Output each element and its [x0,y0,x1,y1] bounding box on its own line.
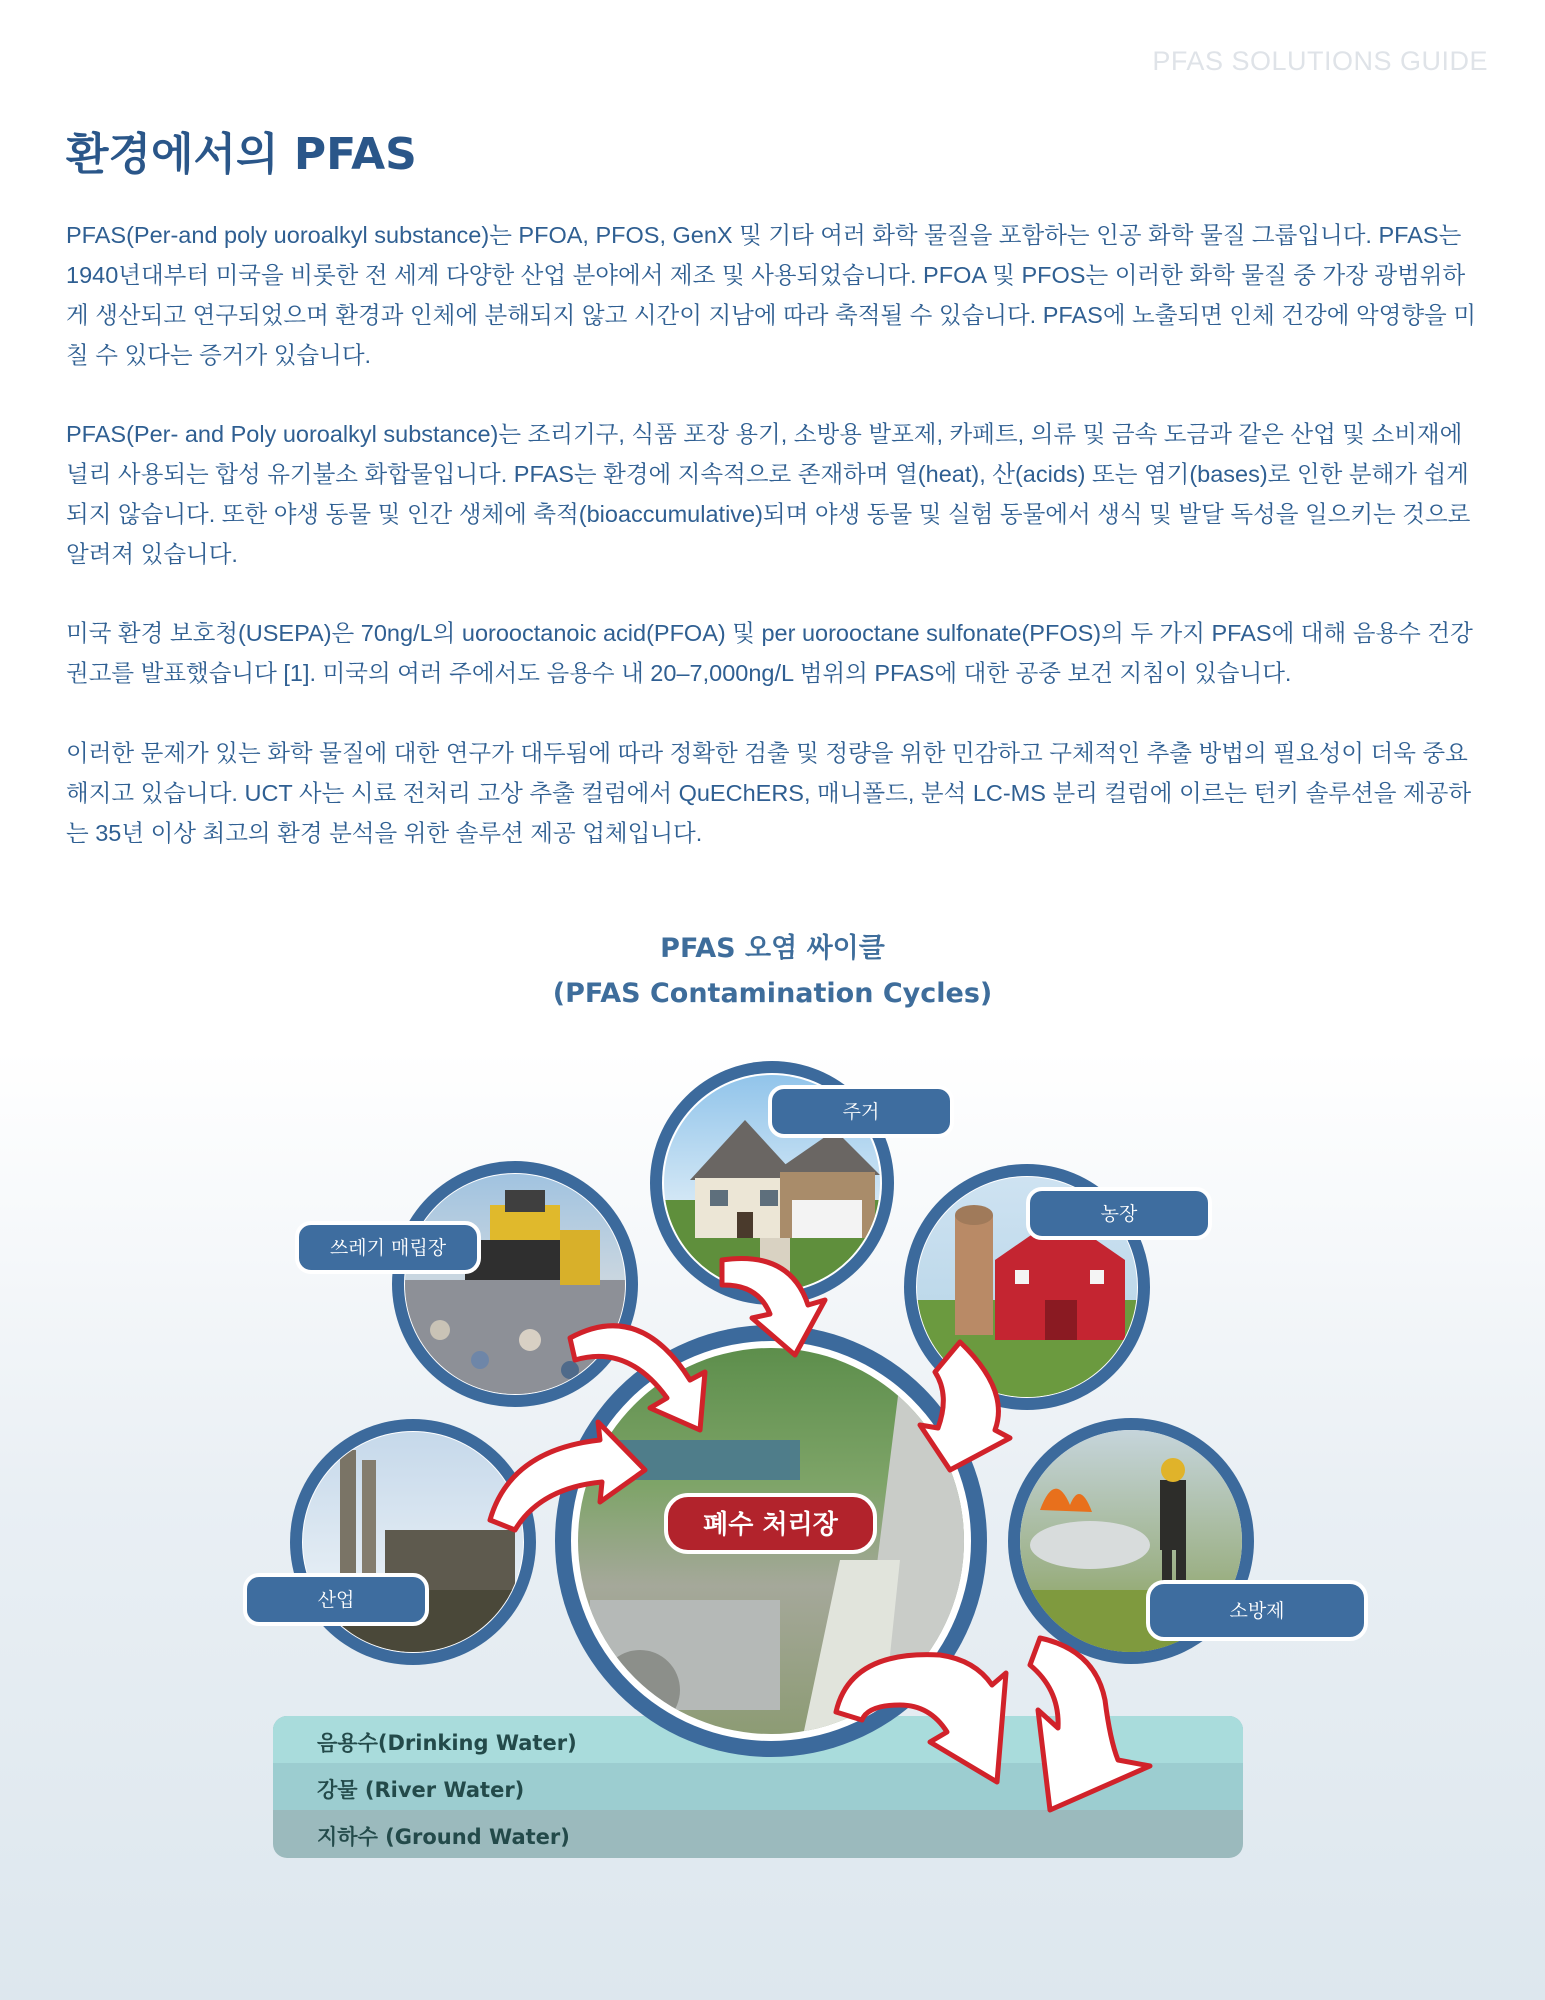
firefighting-label [1148,1582,1366,1639]
page-title: 환경에서의 PFAS [66,129,417,180]
svg-text:주거: 주거 [842,1101,880,1123]
ground-water-label: 지하수 (Ground Water) [317,1825,570,1849]
river-water-label: 강물 (River Water) [317,1778,525,1802]
svg-text:농장: 농장 [1100,1203,1138,1225]
paragraph-usage: PFAS(Per- and Poly uoroalkyl substance)는 조리기구, 식품 포장 용기, 소방용 발포제, 카페트, 의류 및 금속 도금과 같은 산업 및 소비재에 널리 사용되는 합성 유기불소 화합물입니다. PFAS는 환경에 지속적으로 존재하며 열(heat), 산(acids) 또는 염기(bases)로 인한 분해가 쉽게 되지 않습니다. 또한 야생 동물 및 인간 생체에 축적(bioaccumulative)되며 야생 동물 및 실험 동물에서 생식 및 발달 독성을 일으키는 것으로 알려져 있습니다. [66,421,1471,567]
paragraph-uct: 이러한 문제가 있는 화학 물질에 대한 연구가 대두됨에 따라 정확한 검출 및 정량을 위한 민감하고 구체적인 추출 방법의 필요성이 더욱 중요해지고 있습니다. UCT 사는 시료 전처리 고상 추출 컬럼에서 QuEChERS, 매니폴드, 분석 LC-MS 분리 컬럼에 이르는 턴키 솔루션을 제공하는 35년 이상 최고의 환경 분석을 위한 솔루션 제공 업체입니다. [66,740,1472,846]
farm-label [1028,1189,1210,1238]
industry-source [290,1419,540,1670]
landfill-label [297,1223,479,1272]
diagram-subtitle: (PFAS Contamination Cycles) [552,978,993,1009]
paragraph-epa: 미국 환경 보호청(USEPA)은 70ng/L의 uorooctanoic acid(PFOA) 및 per uorooctane sulfonate(PFOS)의 두 가지 PFAS에 대해 음용수 건강 권고를 발표했습니다 [1]. 미국의 여러 주에서도 음용수 내 20–7,000ng/L 범위의 PFAS에 대한 공중 보건 지침이 있습니다. [66,620,1473,686]
landfill-source [392,1161,640,1410]
diagram-title: PFAS 오염 싸이클 [660,933,885,964]
drinking-water-label: 음용수(Drinking Water) [317,1731,577,1755]
svg-text:쓰레기 매립장: 쓰레기 매립장 [329,1237,447,1259]
residential-label [770,1087,952,1136]
industry-label [245,1575,427,1624]
guide-header-label: PFAS SOLUTIONS GUIDE [1152,46,1488,76]
svg-text:소방제: 소방제 [1229,1600,1285,1622]
paragraph-intro: PFAS(Per-and poly uoroalkyl substance)는 PFOA, PFOS, GenX 및 기타 여러 화학 물질을 포함하는 인공 화학 물질 그룹입니다. PFAS는 1940년대부터 미국을 비롯한 전 세계 다양한 산업 분야에서 제조 및 사용되었습니다. PFOA 및 PFOS는 이러한 화학 물질 중 가장 광범위하게 생산되고 연구되었으며 환경과 인체에 분해되지 않고 시간이 지남에 따라 축적될 수 있습니다. PFAS에 노출되면 인체 건강에 악영향을 미칠 수 있다는 증거가 있습니다. [66,222,1476,368]
wastewater-plant-label: 폐수 처리장 [703,1510,838,1540]
svg-text:산업: 산업 [317,1589,355,1611]
